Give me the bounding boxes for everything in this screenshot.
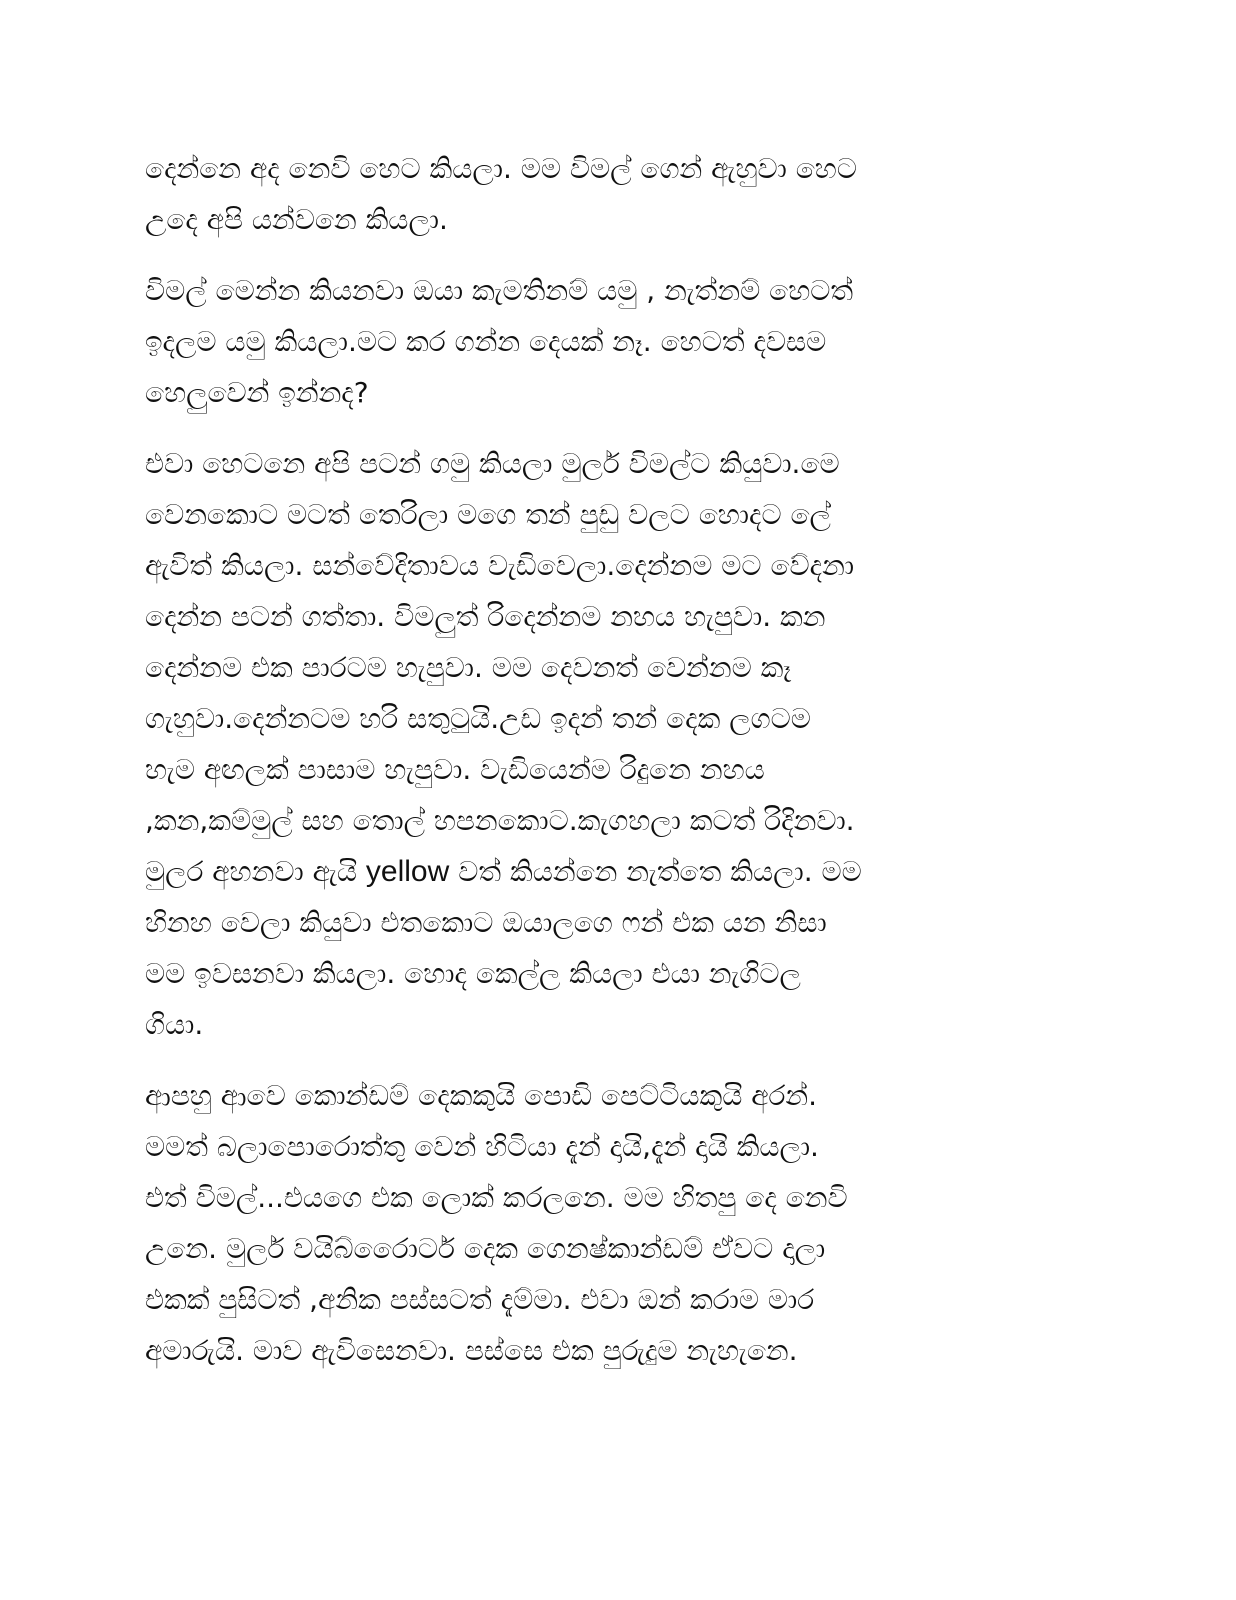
text-line: දෙන්නම එක පාරටම හැපුවා. මම දෙවනත් වෙන්නම කෑ	[145, 651, 792, 684]
latin-word: yellow	[365, 855, 450, 888]
text-line: එකක් පුසිටත් ,අනික පස්සටත් දැම්මා. එවා ඔන් කරාම මාර	[145, 1283, 815, 1316]
text-line: මම ඉවසනවා කියලා. හොද කෙල්ල කියලා එයා නැගිටල	[145, 957, 801, 990]
text-line: උදෙ අපි යන්වනෙ කියලා.	[145, 203, 448, 236]
paragraph-2	[145, 265, 1095, 418]
text-line: ඇවිත් කියලා. සන්වේදිතාවය වැඩිවෙලා.දෙන්නම මට වේදනා	[145, 549, 855, 582]
text-line: ආපහු ආවෙ කොන්ඩම් දෙකකුයි පොඩි පෙට්ටියකුයි අරන්.	[145, 1079, 818, 1112]
text-line: අමාරුයි. මාව ඇවිසෙනවා. පස්සෙ එක පුරුදුම නැහැනෙ.	[145, 1334, 798, 1367]
text-line: එවා හෙටනෙ අපි පටන් ගමු කියලා මුලර් විමල්ට කියුවා.මෙ	[145, 447, 840, 480]
text-line: ගියා.	[145, 1008, 204, 1041]
text-line: වෙනකොට මටත් තෙරිලා මගෙ තන් පුඩු වලට හොදට ලේ	[145, 498, 831, 531]
body-text	[145, 143, 1095, 1396]
paragraph-3	[145, 438, 1095, 1050]
paragraph-1	[145, 143, 1095, 245]
text-line: දෙන්නෙ අද නෙවි හෙට කියලා. මම විමල් ගෙන් ඇහුවා හෙට	[145, 152, 857, 185]
text-line: හෙලුවෙන් ඉන්නද?	[145, 376, 369, 409]
text-line: විමල් මෙන්න කියනවා ඔයා කැමතිනම් යමු , නැත්නම් හෙටත්	[145, 274, 854, 307]
text-line: හිනහ වෙලා කියුවා එතකොට ඔයාලගෙ ෆන් එක යන නිසා	[145, 906, 827, 939]
paragraph-4	[145, 1070, 1095, 1376]
text-line: දෙන්න පටන් ගත්තා. විමලුත් රිදෙන්නම නහය හැපුවා. කන	[145, 600, 826, 633]
text-line: හැම අඟලක් පාසාම හැපුවා. වැඩියෙන්ම රිදුනෙ නහය	[145, 753, 765, 786]
text-line: මමත් බලාපොරොත්තු වෙන් හිටියා දැන් දායි,දැන් දායි කියලා.	[145, 1130, 819, 1163]
text-line: ඉදලම යමු කියලා.මට කර ගන්න දෙයක් නෑ. හෙටත් දවසම	[145, 325, 827, 358]
text-line: ,කන,කම්මුල් සහ තොල් හපනකොට.කැගහලා කටත් රිදිනවා.	[145, 804, 855, 837]
text-line: ගැහුවා.දෙන්නටම හරි සතුටුයි.උඩ ඉදන් තන් දෙක ලගටම	[145, 702, 811, 735]
text-line-mixed: මුලර අහනවා ඇයි yellow වත් කියන්නෙ නැත්තෙ කියලා. මම	[145, 855, 862, 888]
text-line: උනෙ. මුලර් වයිබ්රෙොටර් දෙක ගෙනෂ්කාන්ඩම් ඒවට දාලා	[145, 1232, 826, 1265]
text-line: එත් විමල්...එයගෙ එක ලොක් කරලනෙ. මම හිතපු දෙ නෙවි	[145, 1181, 848, 1214]
